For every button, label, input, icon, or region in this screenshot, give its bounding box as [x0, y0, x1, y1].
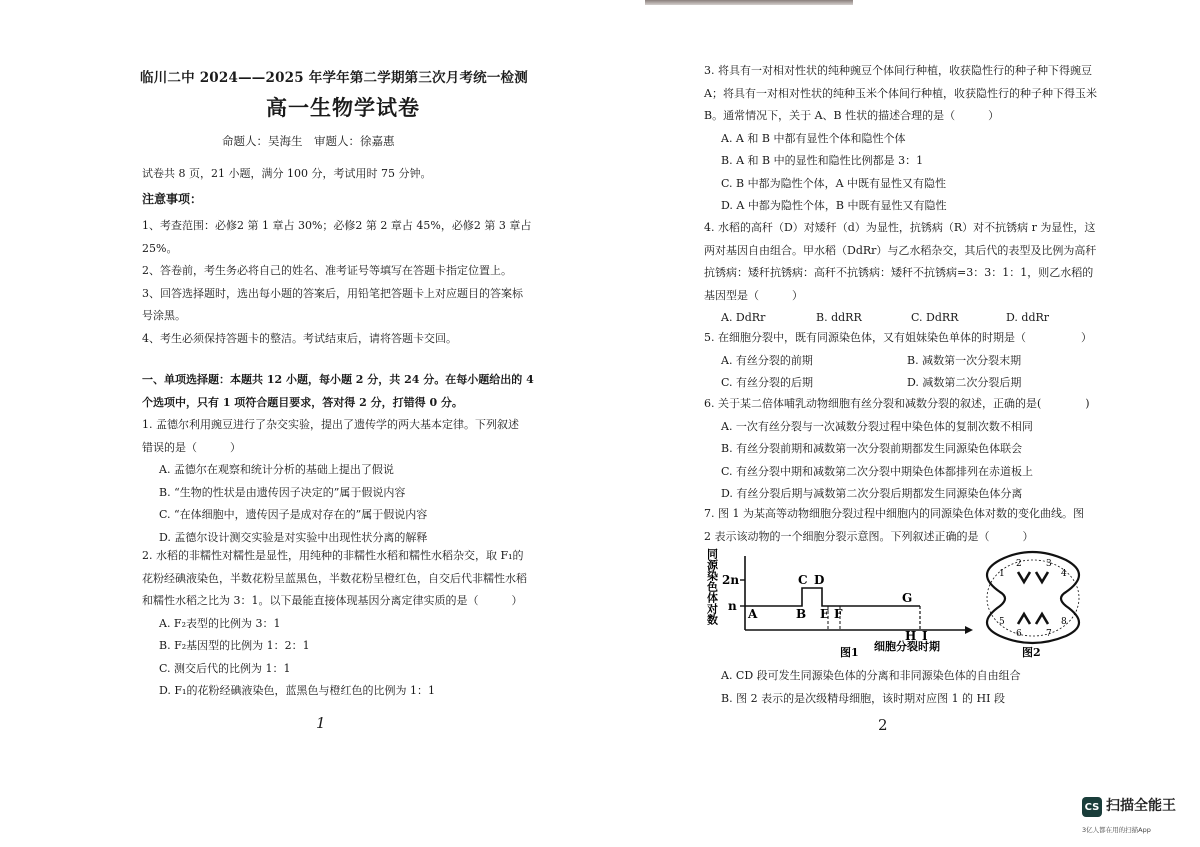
- notices-list: [142, 215, 531, 350]
- fig2-label-6: 6: [1016, 629, 1022, 639]
- q1-option-c: C. “在体细胞中，遗传因子是成对存在的”属于假说内容: [159, 508, 428, 521]
- q4-option-d: D. ddRr: [1006, 311, 1050, 324]
- q5-options-row-1: [704, 350, 1092, 373]
- fig1-point-c: C: [798, 573, 808, 587]
- fig1-curve: [745, 588, 920, 606]
- camscanner-watermark: [1082, 797, 1176, 817]
- exam-subtitle: 高一生物学试卷: [266, 95, 420, 120]
- fig1-point-h: H: [905, 629, 917, 643]
- q7-stem: 2 表示该动物的一个细胞分裂示意图。下列叙述正确的是（ ）: [704, 529, 1034, 543]
- q2-stem: 和糯性水稻之比为 3：1。以下最能直接体现基因分离定律实质的是（ ）: [142, 594, 523, 607]
- notice-line: 2、答卷前，考生务必将自己的姓名、准考证号等填写在答题卡指定位置上。: [142, 264, 512, 277]
- q3-option-b: B. A 和 B 中的显性和隐性比例都是 3：1: [721, 154, 924, 167]
- right-page: [700, 0, 1130, 847]
- notice-heading: 注意事项：: [142, 192, 203, 206]
- q6-option-b: B. 有丝分裂前期和减数第一次分裂前期都发生同源染色体联会: [721, 442, 1023, 455]
- fig1-caption: 图1: [840, 646, 859, 658]
- q3-option-a: A. A 和 B 中都有显性个体和隐性个体: [721, 131, 906, 145]
- section-heading-line: 一、单项选择题：本题共 12 小题，每小题 2 分，共 24 分。在每小题给出的 4: [142, 373, 534, 386]
- q4-stem: 4. 水稻的高秆（D）对矮秆（d）为显性，抗锈病（R）对不抗锈病 r 为显性，这: [704, 221, 1096, 234]
- figure-2-cell: [987, 552, 1079, 658]
- fig1-point-a: A: [748, 607, 758, 621]
- fig1-ylabel: 同源染色体对数: [705, 548, 719, 625]
- question-7: [704, 503, 1084, 548]
- q3-stem: 3. 将具有一对相对性状的纯种豌豆个体间行种植，收获隐性行的种子种下得豌豆: [704, 64, 1092, 77]
- notice-line: 1、考查范围：必修2 第 1 章占 30%；必修2 第 2 章占 45%，必修2 第 3 章占: [142, 219, 532, 232]
- fig1-tick-2n: 2n: [722, 573, 740, 587]
- fig2-label-2: 2: [1016, 559, 1022, 569]
- fig2-cell-membrane: [987, 552, 1079, 643]
- q4-option-c: C. DdRR: [911, 311, 959, 324]
- fig1-x-arrow-icon: [965, 626, 973, 634]
- fig2-label-1: 1: [999, 569, 1005, 579]
- q5-stem: 5. 在细胞分裂中，既有同源染色体，又有姐妹染色单体的时期是（ ）: [704, 331, 1092, 344]
- fig2-upper-chromosomes: [1018, 572, 1048, 582]
- q1-stem: 1. 孟德尔利用豌豆进行了杂交实验，提出了遗传学的两大基本定律。下列叙述: [142, 418, 519, 431]
- question-1: [142, 414, 519, 549]
- fig1-point-e: E: [820, 607, 830, 621]
- camscanner-logo-icon: CS: [1082, 797, 1102, 817]
- q3-stem: A；将具有一对相对性状的纯种玉米个体间行种植，收获隐性行的种子种下得玉米: [704, 86, 1097, 100]
- q1-option-a: A. 孟德尔在观察和统计分析的基础上提出了假说: [159, 463, 394, 476]
- notice-line: 25%。: [142, 241, 178, 255]
- q3-option-d: D. A 中都为隐性个体，B 中既有显性又有隐性: [721, 199, 947, 212]
- q5-option-c: C. 有丝分裂的后期: [721, 376, 814, 389]
- q4-option-b: B. ddRR: [816, 311, 862, 324]
- q1-option-d: D. 孟德尔设计测交实验是对实验中出现性状分离的解释: [159, 530, 428, 544]
- q7-figures: [700, 548, 1140, 658]
- question-6: [704, 393, 1090, 506]
- q7-stem: 7. 图 1 为某高等动物细胞分裂过程中细胞内的同源染色体对数的变化曲线。图: [704, 507, 1084, 520]
- camscanner-tagline: 3亿人都在用的扫描App: [1082, 826, 1151, 834]
- question-3: [704, 60, 1097, 218]
- fig2-label-7: 7: [1046, 629, 1052, 639]
- q2-stem: 2. 水稻的非糯性对糯性是显性，用纯种的非糯性水稻和糯性水稻杂交，取 F₁的: [142, 549, 524, 562]
- fig2-label-5: 5: [999, 617, 1005, 627]
- fig1-point-d: D: [814, 573, 825, 587]
- fig1-point-f: F: [834, 607, 843, 621]
- q2-option-a: A. F₂表型的比例为 3：1: [159, 616, 281, 630]
- exam-title: 临川二中 2024——2025 年学年第二学期第三次月考统一检测: [140, 70, 528, 86]
- question-5: [704, 327, 1092, 395]
- exam-authors: 命题人：吴海生 审题人：徐嘉惠: [222, 134, 395, 148]
- section-heading: [142, 369, 534, 414]
- camscanner-app-name: 扫描全能王: [1106, 798, 1176, 814]
- question-4: [704, 217, 1101, 330]
- fig1-point-i: I: [922, 629, 928, 643]
- fig1-xlabel: 细胞分裂时期: [874, 640, 940, 653]
- question-2: [142, 545, 527, 703]
- notice-line: 3、回答选择题时，选出每小题的答案后，用铅笔把答题卡上对应题目的答案标: [142, 286, 523, 300]
- q2-stem: 花粉经碘液染色，半数花粉呈蓝黑色，半数花粉呈橙红色，自交后代非糯性水稻: [142, 571, 527, 585]
- page-number: 2: [878, 716, 888, 734]
- fig1-point-b: B: [796, 607, 807, 621]
- exam-info: 试卷共 8 页，21 小题，满分 100 分，考试用时 75 分钟。: [142, 167, 432, 180]
- q5-options-row-2: [704, 372, 1092, 395]
- left-page: [138, 0, 568, 847]
- q6-option-d: D. 有丝分裂后期与减数第二次分裂后期都发生同源染色体分离: [721, 487, 1023, 500]
- q6-stem: 6. 关于某二倍体哺乳动物细胞有丝分裂和减数分裂的叙述，正确的是( ): [704, 397, 1090, 410]
- fig2-lower-chromosomes: [1018, 614, 1048, 624]
- q4-stem: 两对基因自由组合。甲水稻（DdRr）与乙水稻杂交，其后代的表型及比例为高秆: [704, 243, 1097, 257]
- notice-line: 4、考生必须保持答题卡的整洁。考试结束后，请将答题卡交回。: [142, 331, 457, 345]
- fig2-label-8: 8: [1061, 617, 1067, 627]
- q7-option-b: B. 图 2 表示的是次级精母细胞，该时期对应图 1 的 HI 段: [721, 691, 1005, 705]
- q2-option-b: B. F₂基因型的比例为 1：2：1: [159, 639, 310, 652]
- fig2-label-3: 3: [1046, 559, 1052, 569]
- page-number: 1: [316, 714, 326, 732]
- q2-option-c: C. 测交后代的比例为 1：1: [159, 661, 291, 675]
- fig2-label-4: 4: [1061, 569, 1067, 579]
- q3-stem: B。通常情况下，关于 A、B 性状的描述合理的是（ ）: [704, 109, 1000, 122]
- q1-stem: 错误的是（ ）: [142, 440, 241, 454]
- q3-option-c: C. B 中都为隐性个体，A 中既有显性又有隐性: [721, 176, 947, 190]
- section-heading-line: 个选项中，只有 1 项符合题目要求，答对得 2 分，打错得 0 分。: [142, 395, 463, 409]
- q4-option-a: A. DdRr: [721, 311, 766, 324]
- fig1-point-g: G: [902, 591, 913, 605]
- figure-1-graph: [700, 548, 1140, 658]
- notice-line: 号涂黑。: [142, 309, 186, 322]
- q7-options: [704, 665, 1021, 710]
- fig2-caption: 图2: [1022, 646, 1041, 658]
- q6-option-c: C. 有丝分裂中期和减数第二次分裂中期染色体都排列在赤道板上: [721, 464, 1034, 478]
- fig1-tick-n: n: [728, 599, 737, 613]
- q7-option-a: A. CD 段可发生同源染色体的分离和非同源染色体的自由组合: [721, 669, 1021, 682]
- q2-option-d: D. F₁的花粉经碘液染色，蓝黑色与橙红色的比例为 1：1: [159, 684, 435, 697]
- q6-option-a: A. 一次有丝分裂与一次减数分裂过程中染色体的复制次数不相同: [721, 419, 1033, 433]
- q5-option-d: D. 减数第二次分裂后期: [907, 376, 1022, 389]
- q1-option-b: B. “生物的性状是由遗传因子决定的”属于假说内容: [159, 485, 406, 499]
- q4-stem: 基因型是（ ）: [704, 288, 803, 302]
- q5-option-a: A. 有丝分裂的前期: [721, 353, 813, 367]
- q5-option-b: B. 减数第一次分裂末期: [907, 353, 1022, 367]
- q4-stem: 抗锈病：矮秆抗锈病：高秆不抗锈病：矮秆不抗锈病=3：3：1：1，则乙水稻的: [704, 266, 1094, 279]
